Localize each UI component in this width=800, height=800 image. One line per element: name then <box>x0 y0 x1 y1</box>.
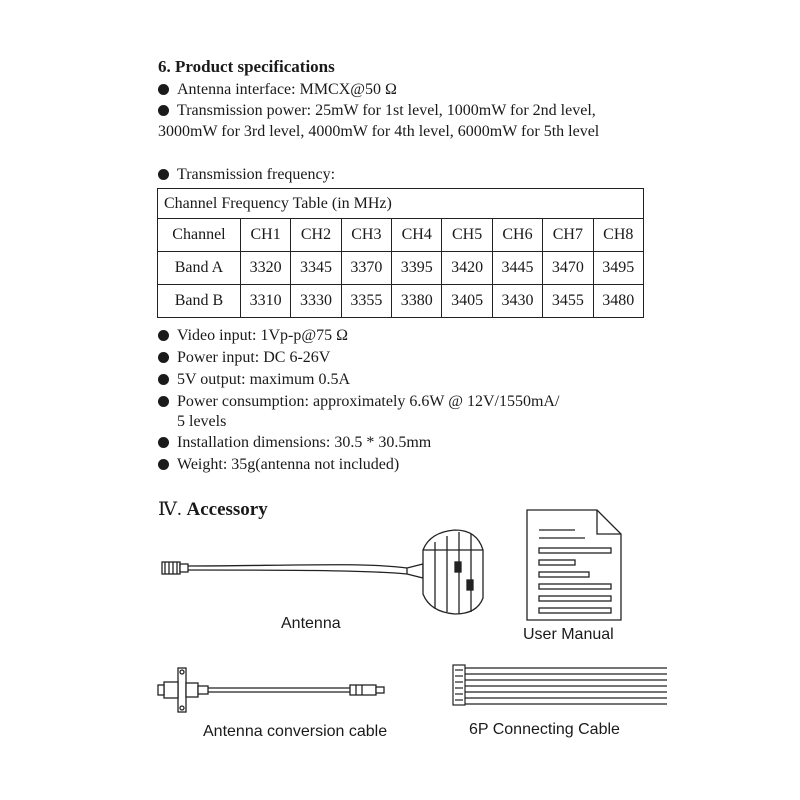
table-header-cell: CH4 <box>392 219 442 252</box>
table-cell: Band B <box>158 285 241 318</box>
table-cell: 3330 <box>291 285 341 318</box>
bullet-icon <box>158 330 169 341</box>
table-header-row <box>158 219 644 252</box>
conversion-cable-icon <box>150 660 400 720</box>
bullet-icon <box>158 437 169 448</box>
table-cell: 3445 <box>492 252 542 285</box>
table-cell: 3380 <box>392 285 442 318</box>
spec-item-5v-output: 5V output: maximum 0.5A <box>158 369 350 390</box>
table-header-cell: CH1 <box>240 219 290 252</box>
bullet-icon <box>158 169 169 180</box>
spec-item-power-consumption: Power consumption: approximately 6.6W @ 12V/1550mA/ <box>158 391 559 412</box>
caption-6p-connecting-cable: 6P Connecting Cable <box>469 721 620 738</box>
section-heading-product-specifications: 6. Product specifications <box>158 57 335 76</box>
channel-frequency-table <box>157 188 644 318</box>
bullet-icon <box>158 374 169 385</box>
table-row <box>158 285 644 318</box>
table-cell: 3345 <box>291 252 341 285</box>
document-icon <box>525 508 625 623</box>
table-header-cell: CH7 <box>543 219 593 252</box>
table-header-cell: CH3 <box>341 219 391 252</box>
table-cell: 3480 <box>593 285 643 318</box>
caption-antenna: Antenna <box>281 615 341 632</box>
antenna-icon <box>155 522 495 622</box>
table-cell: 3370 <box>341 252 391 285</box>
table-cell: 3320 <box>240 252 290 285</box>
spec-item-transmission-frequency: Transmission frequency: <box>158 164 335 185</box>
table-header-cell: CH8 <box>593 219 643 252</box>
table-title: Channel Frequency Table (in MHz) <box>158 189 644 219</box>
spec-item-power-consumption-cont: 5 levels <box>177 413 227 430</box>
spec-item-video-input: Video input: 1Vp-p@75 Ω <box>158 325 348 346</box>
table-header-cell: CH5 <box>442 219 492 252</box>
table-cell: 3395 <box>392 252 442 285</box>
bullet-icon <box>158 84 169 95</box>
table-cell: 3470 <box>543 252 593 285</box>
table-cell: 3455 <box>543 285 593 318</box>
spec-item-power-input: Power input: DC 6-26V <box>158 347 330 368</box>
table-cell: 3420 <box>442 252 492 285</box>
table-header-cell: CH2 <box>291 219 341 252</box>
table-header-cell: CH6 <box>492 219 542 252</box>
spec-item-antenna-interface: Antenna interface: MMCX@50 Ω <box>158 79 397 100</box>
bullet-icon <box>158 396 169 407</box>
table-row <box>158 252 644 285</box>
spec-item-transmission-power: Transmission power: 25mW for 1st level, 1000mW for 2nd level, 3000mW for 3rd level, 4000mW for 4th level, 6000mW for 5th level <box>158 102 600 140</box>
table-cell: 3355 <box>341 285 391 318</box>
bullet-icon <box>158 352 169 363</box>
bullet-icon <box>158 105 169 116</box>
section-heading-accessory: Ⅳ. Accessory <box>158 499 268 520</box>
table-cell: 3495 <box>593 252 643 285</box>
spec-item-installation-dimensions: Installation dimensions: 30.5 * 30.5mm <box>158 432 431 453</box>
spec-item-weight: Weight: 35g(antenna not included) <box>158 454 399 475</box>
caption-antenna-conversion-cable: Antenna conversion cable <box>203 723 388 740</box>
table-header-cell: Channel <box>158 219 241 252</box>
caption-user-manual: User Manual <box>523 626 614 643</box>
ribbon-cable-icon <box>445 660 670 710</box>
bullet-icon <box>158 459 169 470</box>
table-cell: 3405 <box>442 285 492 318</box>
table-cell: Band A <box>158 252 241 285</box>
table-cell: 3430 <box>492 285 542 318</box>
table-cell: 3310 <box>240 285 290 318</box>
